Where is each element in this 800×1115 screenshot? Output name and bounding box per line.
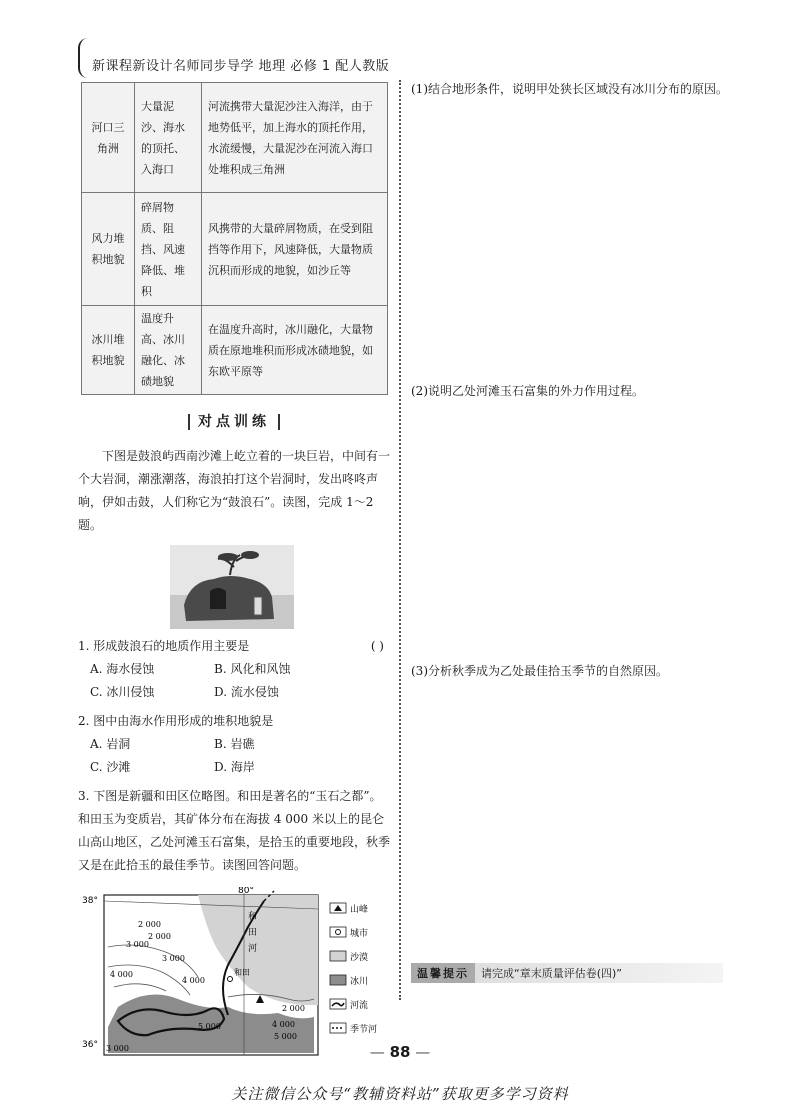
question-1 — [78, 635, 390, 704]
answer-bracket[interactable]: ( ) — [370, 639, 384, 653]
svg-text:冰川: 冰川 — [350, 977, 369, 987]
question-3 — [78, 785, 390, 877]
footer-note: 关注微信公众号“教辅资料站”获取更多学习资料 — [231, 1085, 569, 1103]
river-char: 田 — [248, 928, 258, 938]
lon-label: 80° — [238, 887, 254, 896]
tip-text[interactable]: 请完成“章末质量评估卷(四)” — [481, 967, 622, 980]
header-bracket — [78, 38, 88, 78]
left-column — [78, 82, 390, 1067]
contour-label: 2 000 — [148, 932, 171, 941]
contour-label: 5 000 — [198, 1022, 221, 1031]
city-icon — [336, 930, 341, 935]
passage-intro: 下图是鼓浪屿西南沙滩上屹立着的一块巨岩，中间有一个大岩洞，潮涨潮落，海浪拍打这个岩洞时，发出咚咚声响，伊如击鼓，人们称它为“鼓浪石”。读图，完成 1～2 题。 — [78, 449, 391, 532]
glacier-swatch — [330, 975, 346, 985]
section-title: 对点训练 — [78, 411, 390, 431]
hotan-map — [78, 887, 388, 1067]
contour-label: 4 000 — [110, 970, 133, 979]
landform-table — [81, 82, 388, 395]
question-stem: 2. 图中由海水作用形成的堆积地貌是 — [78, 714, 274, 728]
tip-label: 温馨提示 — [411, 963, 475, 983]
option-a[interactable]: A. 岩洞 — [90, 737, 131, 751]
running-head: 新课程新设计名师同步导学 地理 必修 1 配人教版 — [92, 59, 390, 74]
svg-text:河流: 河流 — [350, 1001, 369, 1011]
landform-description: 风携带的大量碎屑物质，在受到阻挡等作用下，风速降低，大量物质沉积而形成的地貌，如沙丘等 — [202, 193, 388, 306]
hotan-location-map — [78, 887, 388, 1067]
legend-item-river — [330, 999, 368, 1011]
option-a[interactable]: A. 海水侵蚀 — [90, 662, 155, 676]
river-char: 和 — [248, 912, 258, 922]
contour-label: 4 000 — [272, 1020, 295, 1029]
landform-cause: 温度升高、冰川融化、冰碛地貌 — [135, 306, 202, 395]
landform-description: 在温度升高时，冰川融化，大量物质在原地堆积而形成冰碛地貌，如东欧平原等 — [202, 306, 388, 395]
legend-item-seasonal-river — [330, 1023, 377, 1035]
svg-text:沙漠: 沙漠 — [350, 953, 369, 963]
table-row — [82, 83, 388, 193]
contour-label: 3 000 — [162, 954, 185, 963]
option-b[interactable]: B. 岩礁 — [214, 737, 255, 751]
city-label: 和田 — [234, 968, 250, 977]
lat-bottom-label: 36° — [82, 1040, 98, 1050]
svg-text:城市: 城市 — [350, 929, 369, 939]
sub-question-1: (1)结合地形条件，说明甲处狭长区域没有冰川分布的原因。 — [411, 82, 729, 96]
landform-description: 河流携带大量泥沙注入海洋，由于地势低平，加上海水的顶托作用，水流缓慢，大量泥沙在河流入海口处堆积成三角洲 — [202, 83, 388, 193]
table-row — [82, 193, 388, 306]
option-d[interactable]: D. 海岸 — [214, 760, 255, 774]
contour-label: 5 000 — [274, 1032, 297, 1041]
option-d[interactable]: D. 流水侵蚀 — [214, 685, 279, 699]
landform-name: 河口三角洲 — [82, 83, 135, 193]
sub-question-3: (3)分析秋季成为乙处最佳拾玉季节的自然原因。 — [411, 664, 668, 678]
map-legend — [330, 903, 377, 1035]
option-c[interactable]: C. 冰川侵蚀 — [90, 685, 155, 699]
question-stem: 3. 下图是新疆和田区位略图。和田是著名的“玉石之都”。和田玉为变质岩，其矿体分布在海拔 4 000 米以上的昆仑山高山地区，乙处河滩玉石富集，是拾玉的重要地段，秋季又是在此拾玉的最佳季节。读图回答问题。 — [78, 789, 391, 872]
gulang-rock-photo — [170, 545, 294, 629]
legend-item-glacier — [330, 975, 368, 987]
desert-swatch — [330, 951, 346, 961]
river-char: 河 — [248, 944, 258, 954]
question-stem: 1. 形成鼓浪石的地质作用主要是 — [78, 639, 250, 653]
landform-name: 风力堆积地貌 — [82, 193, 135, 306]
column-divider — [399, 80, 401, 1000]
option-c[interactable]: C. 沙滩 — [90, 760, 131, 774]
sub-question-2: (2)说明乙处河滩玉石富集的外力作用过程。 — [411, 384, 644, 398]
contour-label: 4 000 — [182, 976, 205, 985]
contour-label: 3 000 — [126, 940, 149, 949]
legend-item-desert — [330, 951, 368, 963]
legend-item-city — [330, 927, 368, 939]
page-number: — 88 — — [0, 1043, 800, 1061]
landform-cause: 大量泥沙、海水的顶托、入海口 — [135, 83, 202, 193]
contour-label: 2 000 — [138, 920, 161, 929]
contour-label: 3 000 — [106, 1044, 129, 1053]
rock-illustration — [170, 545, 294, 629]
lat-top-label: 38° — [82, 896, 98, 906]
landform-name: 冰川堆积地貌 — [82, 306, 135, 395]
svg-text:季节河: 季节河 — [350, 1025, 378, 1035]
legend-item-peak — [330, 903, 368, 915]
contour-label: 2 000 — [282, 1004, 305, 1013]
landform-cause: 碎屑物质、阻挡、风速降低、堆积 — [135, 193, 202, 306]
question-2 — [78, 710, 390, 779]
svg-text:山峰: 山峰 — [350, 905, 369, 915]
option-b[interactable]: B. 风化和风蚀 — [214, 662, 291, 676]
tip-bar — [411, 963, 723, 983]
table-row — [82, 306, 388, 395]
